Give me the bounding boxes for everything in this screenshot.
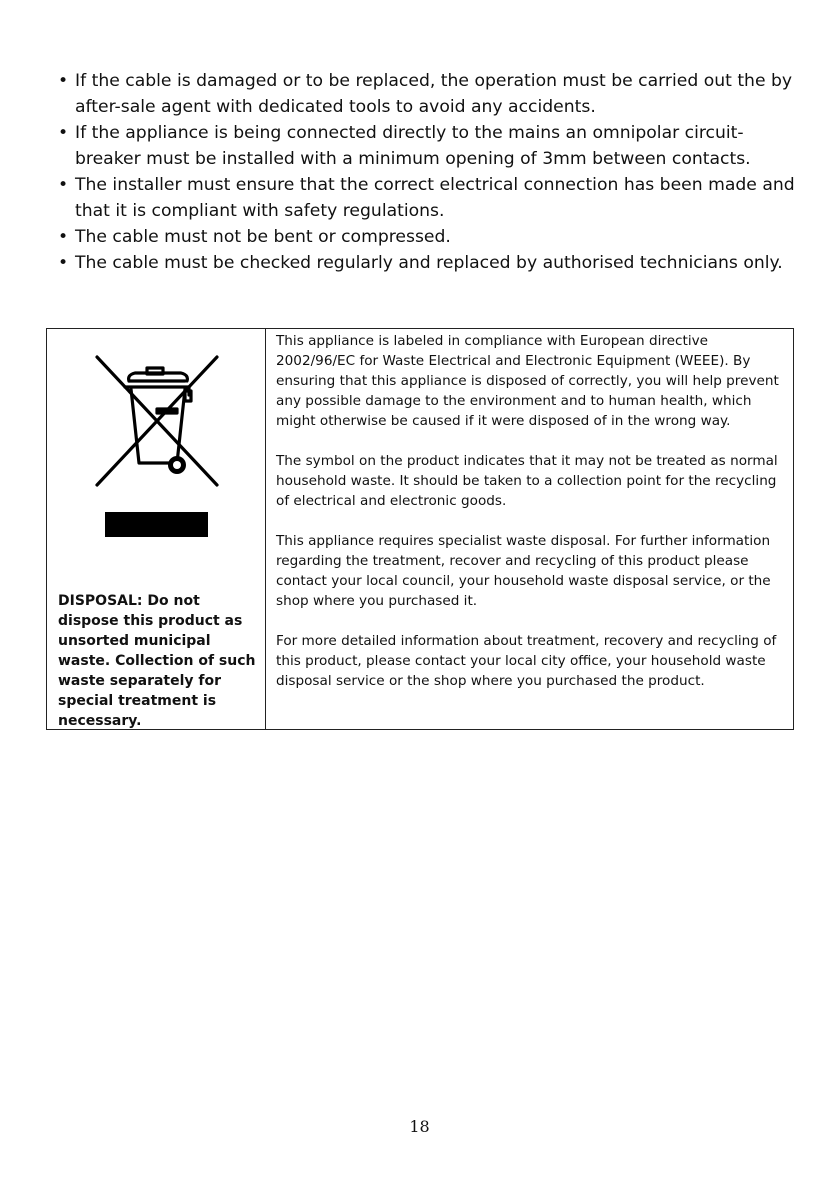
weee-disposal-table [46, 328, 794, 730]
weee-paragraph: The symbol on the product indicates that it may not be treated as normal household waste. It should be taken to a collection point for the recycling of electrical and electronic goods. [276, 453, 778, 509]
bullet-marker: • [58, 175, 69, 195]
weee-paragraph: For more detailed information about treatment, recovery and recycling of this product, please contact your local city office, your household waste disposal service or the shop where you purchased the product. [276, 633, 777, 689]
bullet-text: The installer must ensure that the correct electrical connection has been made and that it is compliant with safety regulations. [75, 175, 795, 221]
weee-paragraph: This appliance requires specialist waste disposal. For further information regarding the treatment, recover and recycling of this product please contact your local council, your household waste disposal service, or the shop where you purchased it. [276, 533, 771, 609]
page-number: 18 [409, 1117, 430, 1136]
bullet-marker: • [58, 71, 69, 91]
bullet-marker: • [58, 253, 69, 273]
bullet-item [58, 68, 798, 120]
bullet-item [58, 172, 798, 224]
bullet-text: If the appliance is being connected directly to the mains an omnipolar circuit-breaker must be installed with a minimum opening of 3mm between contacts. [75, 123, 751, 169]
bullet-marker: • [58, 123, 69, 143]
weee-text-cell [266, 329, 793, 729]
bullet-item [58, 224, 798, 250]
bullet-text: The cable must not be bent or compressed. [75, 227, 451, 247]
bullet-marker: • [58, 227, 69, 247]
weee-black-bar [105, 512, 208, 537]
weee-paragraph: This appliance is labeled in compliance with European directive 2002/96/EC for Waste Electrical and Electronic Equipment (WEEE). By ensuring that this appliance is disposed of correctly, you will help prevent any possible damage to the environment and to human health, which might otherwise be caused if it were disposed of in the wrong way. [276, 333, 779, 429]
bullet-text: The cable must be checked regularly and replaced by authorised technicians only. [75, 253, 783, 273]
bullet-item [58, 250, 798, 276]
bullet-text: If the cable is damaged or to be replaced, the operation must be carried out the by after-sale agent with dedicated tools to avoid any accidents. [75, 71, 793, 117]
safety-bullet-list [58, 68, 798, 276]
bullet-item [58, 120, 798, 172]
disposal-note: DISPOSAL: Do not dispose this product as unsorted municipal waste. Collection of such waste separately for special treatment is necessary. [58, 593, 256, 729]
weee-symbol-cell [47, 329, 266, 729]
crossed-out-wheelie-bin-icon [95, 355, 219, 491]
